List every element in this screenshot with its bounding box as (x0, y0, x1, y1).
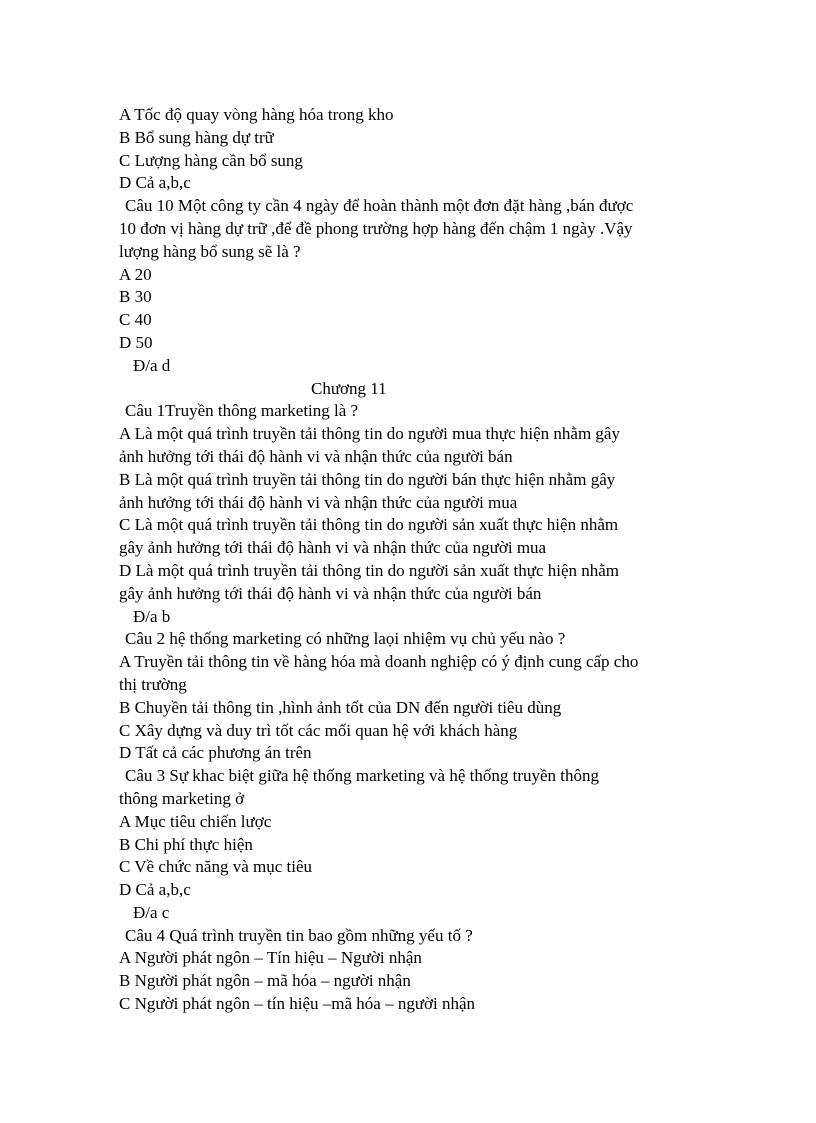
text-line: 10 đơn vị hàng dự trữ ,để đề phong trường hợp hàng đến chậm 1 ngày .Vậy (119, 218, 633, 238)
text-line: B Bổ sung hàng dự trữ (119, 127, 274, 147)
text-line: D Cả a,b,c (119, 880, 191, 900)
text-line: gây ảnh hưởng tới thái độ hành vi và nhận thức của người bán (119, 583, 542, 603)
question-line: Câu 10 Một công ty cần 4 ngày để hoàn thành một đơn đặt hàng ,bán được (125, 196, 634, 216)
text-line: thị trường (119, 674, 187, 694)
question-line: Câu 3 Sự khac biệt giữa hệ thống marketing và hệ thống truyền thông (125, 766, 600, 786)
text-line: C 40 (119, 310, 152, 330)
answer-line: Đ/a b (133, 606, 171, 626)
question-line: Câu 4 Quá trình truyền tin bao gồm những yếu tố ? (125, 925, 473, 945)
text-line: C Người phát ngôn – tín hiệu –mã hóa – người nhận (119, 994, 476, 1014)
text-line: A Tốc độ quay vòng hàng hóa trong kho (119, 105, 394, 124)
text-line: ảnh hưởng tới thái độ hành vi và nhận thức của người bán (119, 446, 513, 466)
text-line: B 30 (119, 287, 152, 307)
text-line: B Chi phí thực hiện (119, 834, 253, 854)
chapter-heading: Chương 11 (311, 378, 387, 398)
text-line: gây ảnh hưởng tới thái độ hành vi và nhận thức của người mua (119, 538, 547, 558)
question-line: Câu 2 hệ thống marketing có những laọi nhiệm vụ chủ yếu nào ? (125, 629, 566, 649)
text-line: A Người phát ngôn – Tín hiệu – Người nhận (119, 948, 422, 968)
text-line: C Là một quá trình truyền tải thông tin do người sản xuất thực hiện nhằm (119, 515, 619, 535)
text-line: A Truyền tải thông tin về hàng hóa mà doanh nghiệp có ý định cung cấp cho (119, 652, 639, 672)
text-line: thông marketing ở (119, 788, 245, 808)
text-line: D 50 (119, 332, 153, 352)
text-line: B Người phát ngôn – mã hóa – người nhận (119, 971, 411, 991)
text-line: lượng hàng bổ sung sẽ là ? (119, 241, 301, 261)
text-line: A 20 (119, 264, 152, 284)
text-line: B Là một quá trình truyền tải thông tin do người bán thực hiện nhằm gây (119, 469, 616, 489)
text-line: B Chuyền tải thông tin ,hình ảnh tốt của DN đến người tiêu dùng (119, 697, 562, 717)
answer-line: Đ/a c (133, 902, 170, 922)
text-line: A Mục tiêu chiến lược (119, 811, 272, 831)
text-line: ảnh hưởng tới thái độ hành vi và nhận thức của người mua (119, 492, 518, 512)
text-line: C Về chức năng và mục tiêu (119, 857, 313, 877)
text-line: C Xây dựng và duy trì tốt các mối quan hệ với khách hàng (119, 720, 518, 740)
text-line: A Là một quá trình truyền tải thông tin do người mua thực hiện nhằm gây (119, 424, 620, 444)
question-line: Câu 1Truyền thông marketing là ? (125, 401, 359, 421)
text-line: D Là một quá trình truyền tải thông tin do người sản xuất thực hiện nhằm (119, 560, 620, 580)
text-line: C Lượng hàng cần bổ sung (119, 150, 303, 170)
text-line: D Cả a,b,c (119, 173, 191, 193)
text-line: D Tất cả các phương án trên (119, 743, 312, 763)
document-body (119, 104, 719, 1016)
answer-line: Đ/a d (133, 355, 171, 375)
